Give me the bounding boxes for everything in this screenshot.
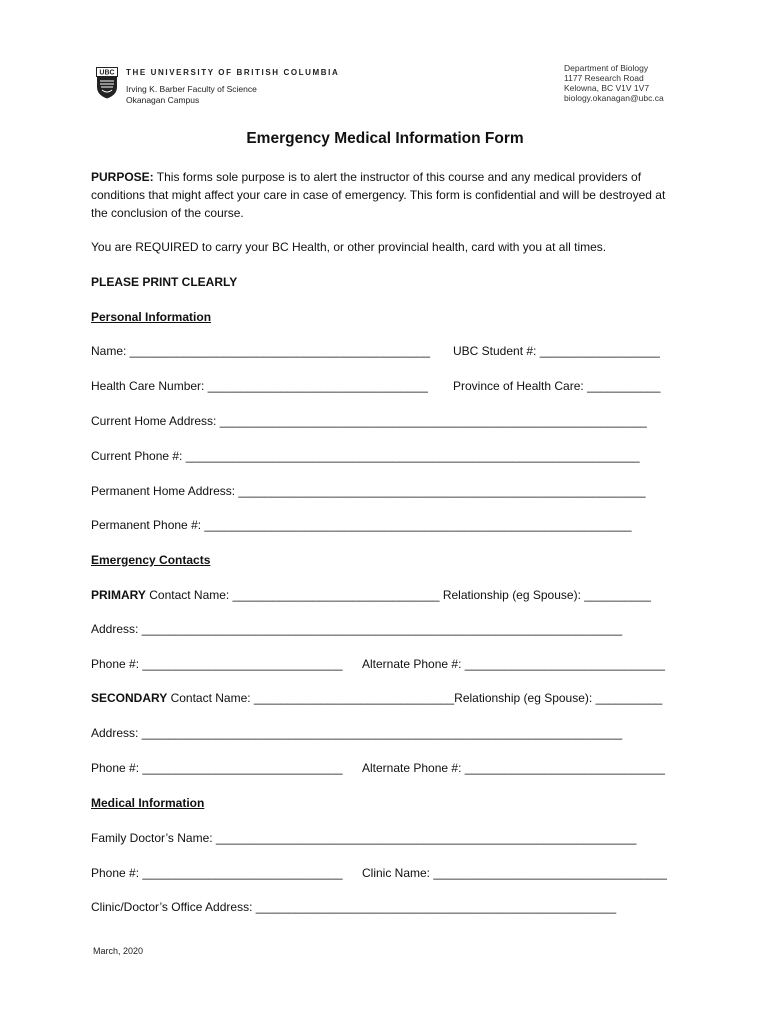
permanent-phone-field[interactable]: Permanent Phone #: ________________________________________________________________ bbox=[91, 518, 632, 532]
primary-phone-field[interactable]: Phone #: ______________________________ bbox=[91, 657, 343, 671]
student-number-field[interactable]: UBC Student #: __________________ bbox=[453, 344, 660, 358]
primary-address-field[interactable]: Address: ________________________________________________________________________ bbox=[91, 622, 623, 636]
purpose-label: PURPOSE: bbox=[91, 170, 154, 184]
contacts-heading: Emergency Contacts bbox=[91, 553, 211, 567]
purpose-text: This forms sole purpose is to alert the instructor of this course and any medical providers of conditions that might affect your care in case of emergency. This form is confidential and will be destroyed at the conclusion of the course. bbox=[91, 170, 666, 220]
secondary-contact-text: Contact Name: ______________________________Relationship (eg Spouse): __________ bbox=[167, 691, 663, 705]
campus-name: Okanagan Campus bbox=[126, 95, 200, 105]
primary-label: PRIMARY bbox=[91, 588, 146, 602]
medical-heading: Medical Information bbox=[91, 796, 205, 810]
secondary-phone-field[interactable]: Phone #: ______________________________ bbox=[91, 761, 343, 775]
form-title: Emergency Medical Information Form bbox=[246, 130, 524, 147]
primary-contact-field[interactable] bbox=[91, 588, 651, 602]
department-address bbox=[564, 63, 664, 103]
logo-text: UBC bbox=[99, 69, 115, 77]
secondary-alt-phone-field[interactable]: Alternate Phone #: ______________________________ bbox=[362, 761, 665, 775]
province-field[interactable]: Province of Health Care: ___________ bbox=[453, 379, 661, 393]
clinic-name-field[interactable]: Clinic Name: ___________________________________ bbox=[362, 866, 667, 880]
required-note: You are REQUIRED to carry your BC Health, or other provincial health, card with you at all times. bbox=[91, 240, 607, 254]
clinic-address-field[interactable]: Clinic/Doctor’s Office Address: ______________________________________________________ bbox=[91, 900, 617, 914]
current-phone-field[interactable]: Current Phone #: ____________________________________________________________________ bbox=[91, 449, 640, 463]
faculty-name: Irving K. Barber Faculty of Science bbox=[126, 84, 257, 94]
personal-heading: Personal Information bbox=[91, 310, 212, 324]
department-line: Department of Biology bbox=[564, 63, 649, 73]
permanent-address-field[interactable]: Permanent Home Address: _____________________________________________________________ bbox=[91, 484, 646, 498]
secondary-label: SECONDARY bbox=[91, 691, 168, 705]
purpose-paragraph bbox=[91, 168, 681, 222]
name-field[interactable]: Name: _____________________________________________ bbox=[91, 344, 430, 358]
health-number-field[interactable]: Health Care Number: _________________________________ bbox=[91, 379, 428, 393]
home-address-field[interactable]: Current Home Address: ________________________________________________________________ bbox=[91, 414, 647, 428]
footer-date: March, 2020 bbox=[93, 946, 144, 956]
primary-alt-phone-field[interactable]: Alternate Phone #: ______________________________ bbox=[362, 657, 665, 671]
department-email: biology.okanagan@ubc.ca bbox=[564, 93, 664, 103]
doctor-name-field[interactable]: Family Doctor’s Name: _______________________________________________________________ bbox=[91, 831, 637, 845]
print-note: PLEASE PRINT CLEARLY bbox=[91, 275, 238, 289]
department-line: Kelowna, BC V1V 1V7 bbox=[564, 83, 650, 93]
department-line: 1177 Research Road bbox=[564, 73, 644, 83]
secondary-contact-field[interactable] bbox=[91, 691, 662, 705]
university-name: THE UNIVERSITY OF BRITISH COLUMBIA bbox=[126, 68, 340, 77]
secondary-address-field[interactable]: Address: ________________________________________________________________________ bbox=[91, 726, 623, 740]
primary-contact-text: Contact Name: _______________________________ Relationship (eg Spouse): __________ bbox=[145, 588, 651, 602]
ubc-crest-logo bbox=[96, 67, 118, 99]
doctor-phone-field[interactable]: Phone #: ______________________________ bbox=[91, 866, 343, 880]
